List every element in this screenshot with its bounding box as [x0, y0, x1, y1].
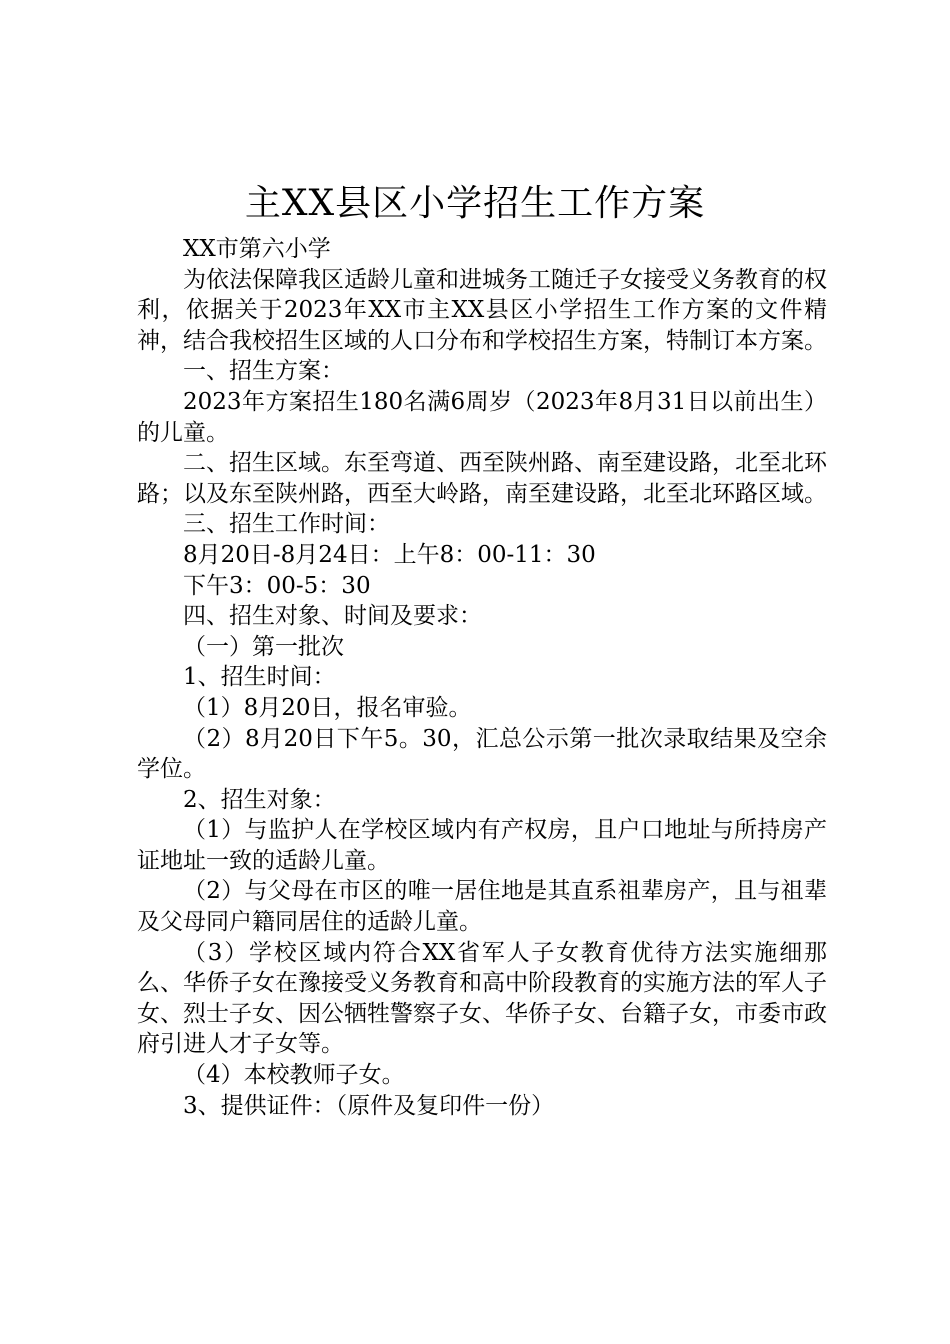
time-morning: 8月20日-8月24日：上午8：00-11：30: [183, 541, 596, 568]
enroll-target-item-3: （3）学校区域内符合XX省军人子女教育优待方法实施细那么、华侨子女在豫接受义务教育和高中阶段教育的实施方法的军人子女、烈士子女、因公牺牲警察子女、华侨子女、台籍子女，市委市政府引进人才子女等。: [137, 939, 827, 1058]
time-afternoon: 下午3：00-5：30: [183, 572, 371, 599]
enroll-time-item-1: （1）8月20日，报名审验。: [183, 694, 472, 721]
enroll-target-item-1: （1）与监护人在学校区域内有产权房，且户口地址与所持房产证地址一致的适龄儿童。: [137, 817, 827, 874]
document-title: 主XX县区小学招生工作方案: [244, 183, 706, 224]
intro-paragraph: 为依法保障我区适龄儿童和进城务工随迁子女接受义务教育的权利，依据关于2023年XX市主XX县区小学招生工作方案的文件精神，结合我校招生区域的人口分布和学校招生方案，特制订本方案。: [137, 266, 827, 354]
area-paragraph: 二、招生区域。东至弯道、西至陕州路、南至建设路，北至北环路；以及东至陕州路，西至大岭路，南至建设路，北至北环路区域。: [137, 450, 827, 507]
batch-one-heading: （一）第一批次: [183, 633, 344, 660]
school-name: XX市第六小学: [183, 236, 331, 262]
plan-paragraph: 2023年方案招生180名满6周岁（2023年8月31日以前出生）的儿童。: [137, 388, 827, 446]
enroll-target-item-2: （2）与父母在市区的唯一居住地是其直系祖辈房产，且与祖辈及父母同户籍同居住的适龄儿童。: [137, 878, 827, 936]
documents-heading: 3、提供证件：（原件及复印件一份）: [183, 1092, 555, 1119]
enroll-time-heading: 1、招生时间：: [183, 664, 336, 691]
enroll-time-item-2: （2）8月20日下午5。30，汇总公示第一批次录取结果及空余学位。: [137, 725, 827, 783]
enroll-target-item-4: （4）本校教师子女。: [183, 1062, 405, 1089]
section-heading-plan: 一、招生方案：: [183, 358, 344, 385]
section-heading-targets: 四、招生对象、时间及要求：: [183, 603, 482, 630]
document-body: [137, 234, 827, 1121]
section-heading-time: 三、招生工作时间：: [183, 511, 390, 538]
enroll-targets-heading: 2、招生对象：: [183, 786, 336, 813]
